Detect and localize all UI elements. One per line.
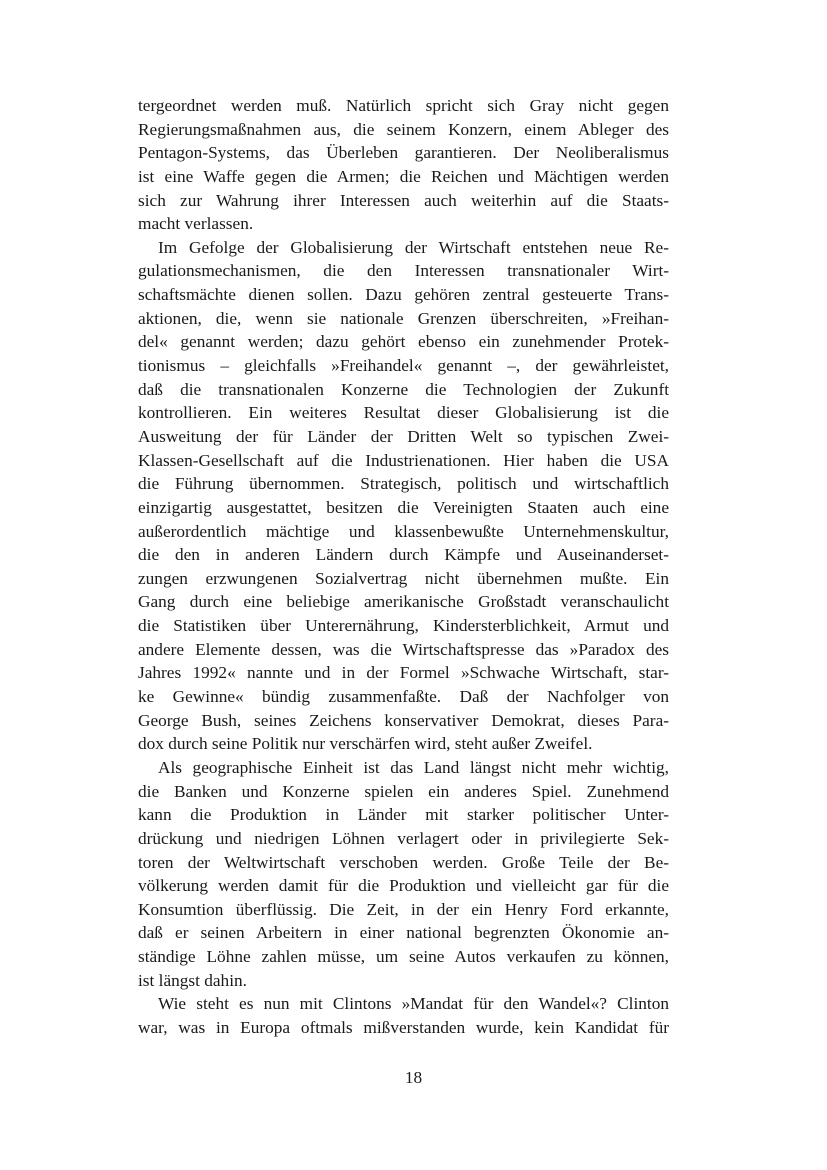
text-line: kann die Produktion in Länder mit starker politischer Unter- xyxy=(138,805,669,825)
text-line: Pentagon-Systems, das Überleben garantieren. Der Neoliberalismus xyxy=(138,143,669,163)
paragraph xyxy=(138,756,669,992)
text-line: ist längst dahin. xyxy=(138,970,247,990)
text-line: Klassen-Gesellschaft auf die Industrienationen. Hier haben die USA xyxy=(138,450,669,470)
text-line: dox durch seine Politik nur verschärfen wird, steht außer Zweifel. xyxy=(138,734,593,754)
text-line: völkerung werden damit für die Produktion und vielleicht gar für die xyxy=(138,876,669,896)
text-line: die Statistiken über Unterernährung, Kindersterblichkeit, Armut und xyxy=(138,616,669,636)
text-line: Wie steht es nun mit Clintons »Mandat für den Wandel«? Clinton xyxy=(158,994,669,1014)
text-line: Als geographische Einheit ist das Land längst nicht mehr wichtig, xyxy=(158,757,669,777)
text-line: ke Gewinne« bündig zusammenfaßte. Daß der Nachfolger von xyxy=(138,687,669,707)
text-line: ist eine Waffe gegen die Armen; die Reichen und Mächtigen werden xyxy=(138,166,669,186)
text-line: einzigartig ausgestattet, besitzen die Vereinigten Staaten auch eine xyxy=(138,497,669,517)
text-line: tergeordnet werden muß. Natürlich spricht sich Gray nicht gegen xyxy=(138,96,669,115)
text-line: drückung und niedrigen Löhnen verlagert oder in privilegierte Sek- xyxy=(138,828,669,848)
text-line: Jahres 1992« nannte und in der Formel »Schwache Wirtschaft, star- xyxy=(138,663,669,683)
paragraph xyxy=(138,94,669,236)
text-line: die den in anderen Ländern durch Kämpfe und Auseinanderset- xyxy=(138,545,669,565)
text-line: Regierungsmaßnahmen aus, die seinem Konzern, einem Ableger des xyxy=(138,119,669,139)
page-body xyxy=(138,94,669,1040)
text-line: Konsumtion überflüssig. Die Zeit, in der ein Henry Ford erkannte, xyxy=(138,899,669,919)
text-line: aktionen, die, wenn sie nationale Grenzen überschreiten, »Freihan- xyxy=(138,308,669,328)
text-line: George Bush, seines Zeichens konservativer Demokrat, dieses Para- xyxy=(138,710,669,730)
text-line: schaftsmächte dienen sollen. Dazu gehören zentral gesteuerte Trans- xyxy=(138,285,669,305)
text-line: daß die transnationalen Konzerne die Technologien der Zukunft xyxy=(138,379,669,399)
paragraph xyxy=(138,236,669,756)
text-line: kontrollieren. Ein weiteres Resultat dieser Globalisierung ist die xyxy=(138,403,669,423)
text-line: andere Elemente dessen, was die Wirtschaftspresse das »Paradox des xyxy=(138,639,669,659)
text-line: sich zur Wahrung ihrer Interessen auch weiterhin auf die Staats- xyxy=(138,190,669,210)
text-line: war, was in Europa oftmals mißverstanden wurde, kein Kandidat für xyxy=(138,1017,669,1037)
text-line: gulationsmechanismen, die den Interessen transnationaler Wirt- xyxy=(138,261,669,281)
text-line: die Banken und Konzerne spielen ein anderes Spiel. Zunehmend xyxy=(138,781,669,801)
text-line: ständige Löhne zahlen müsse, um seine Autos verkaufen zu können, xyxy=(138,947,669,967)
text-line: die Führung übernommen. Strategisch, politisch und wirtschaftlich xyxy=(138,474,669,494)
text-line: daß er seinen Arbeitern in einer national begrenzten Ökonomie an- xyxy=(138,923,669,943)
page-number: 18 xyxy=(404,1068,423,1087)
text-line: Ausweitung der für Länder der Dritten Welt so typischen Zwei- xyxy=(138,426,669,446)
text-line: zungen erzwungenen Sozialvertrag nicht übernehmen mußte. Ein xyxy=(138,568,669,588)
text-line: außerordentlich mächtige und klassenbewußte Unternehmenskultur, xyxy=(138,521,669,541)
text-line: del« genannt werden; dazu gehört ebenso ein zunehmender Protek- xyxy=(138,332,669,352)
paragraph xyxy=(138,992,669,1039)
text-line: Im Gefolge der Globalisierung der Wirtschaft entstehen neue Re- xyxy=(158,237,669,257)
text-line: toren der Weltwirtschaft verschoben werden. Große Teile der Be- xyxy=(138,852,669,872)
text-line: tionismus – gleichfalls »Freihandel« genannt –, der gewährleistet, xyxy=(138,356,669,376)
text-line: Gang durch eine beliebige amerikanische Großstadt veranschaulicht xyxy=(138,592,669,612)
text-line: macht verlassen. xyxy=(138,214,254,234)
